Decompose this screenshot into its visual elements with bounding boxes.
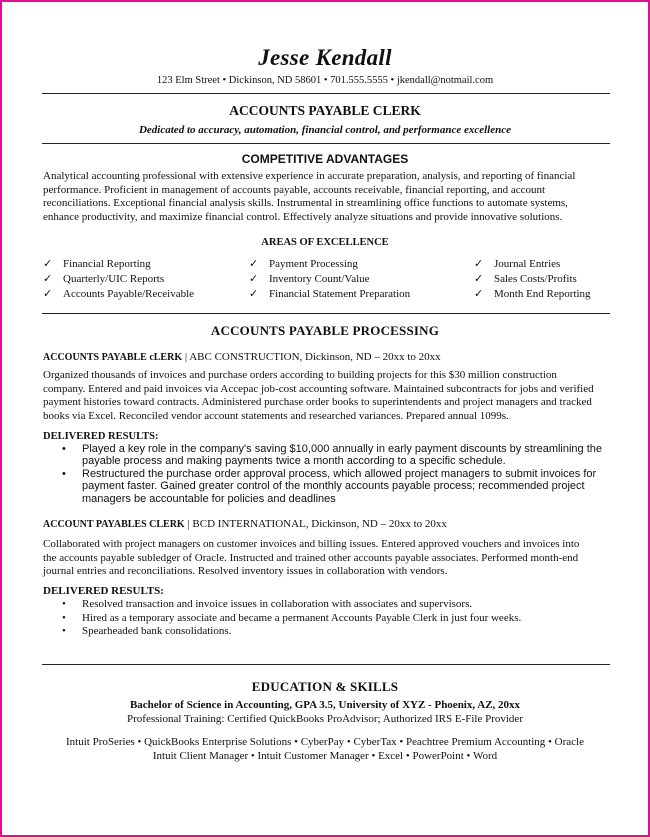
result-item xyxy=(62,468,622,505)
skill-label: Payment Processing xyxy=(269,258,358,270)
result-line: payment faster. Gained greater control of the monthly accounts payable process; recommended project xyxy=(82,480,585,493)
job-2-results xyxy=(62,598,622,639)
skill-item xyxy=(249,287,410,302)
skills-column-1 xyxy=(43,257,194,302)
summary-line: enhance productivity, and maximize financial control. Effectively analyze situations and provide innovative solutions. xyxy=(43,210,563,223)
bullet-icon: • xyxy=(62,443,66,455)
divider xyxy=(42,313,610,314)
result-item xyxy=(62,625,622,639)
training-line: Professional Training: Certified QuickBooks ProAdvisor; Authorized IRS E-File Provider xyxy=(127,713,523,725)
job-1-header xyxy=(43,351,441,363)
tagline: Dedicated to accuracy, automation, financial control, and performance excellence xyxy=(138,124,512,136)
result-line: payable process and making payments twice a month according to a specific schedule. xyxy=(82,455,506,468)
description-line: payment histories toward contracts. Administered purchase order books to superintendents and project managers and tracked xyxy=(43,396,592,409)
skill-label: Financial Statement Preparation xyxy=(269,288,411,300)
job-1-results-label: DELIVERED RESULTS: xyxy=(43,431,159,442)
check-icon: ✓ xyxy=(43,273,53,285)
skill-label: Sales Costs/Profits xyxy=(494,273,577,285)
job-1-details: | ABC CONSTRUCTION, Dickinson, ND – 20xx to 20xx xyxy=(182,351,441,363)
job-2-details: | BCD INTERNATIONAL, Dickinson, ND – 20xx to 20xx xyxy=(184,518,447,530)
software-line-1: Intuit ProSeries • QuickBooks Enterprise Solutions • CyberPay • CyberTax • Peachtree Premium Accounting • Oracle xyxy=(66,736,584,748)
skills-column-3 xyxy=(474,257,591,302)
job-title: ACCOUNTS PAYABLE CLERK xyxy=(229,103,421,118)
summary-line: Analytical accounting professional with extensive experience in accurate preparation, analysis, and reporting of financial xyxy=(43,170,576,182)
result-line: Spearheaded bank consolidations. xyxy=(82,625,232,638)
competitive-heading: COMPETITIVE ADVANTAGES xyxy=(241,152,409,166)
summary-line: reconciliations. Exceptional financial analysis skills. Instrumental in streamlining office functions to automate systems, xyxy=(43,197,568,210)
job-2-header xyxy=(43,518,447,530)
resume-page xyxy=(2,2,648,835)
areas-heading: AREAS OF EXCELLENCE xyxy=(261,237,389,248)
check-icon: ✓ xyxy=(249,288,259,300)
result-line: managers be accountable for policies and deadlines xyxy=(82,492,336,505)
job-1-results xyxy=(62,443,622,505)
skill-item xyxy=(249,272,410,287)
skill-item xyxy=(43,272,194,287)
job-2-results-label: DELIVERED RESULTS: xyxy=(43,585,164,597)
job-1-title: ACCOUNTS PAYABLE cLERK xyxy=(43,352,183,363)
skill-item xyxy=(474,287,591,302)
skill-item xyxy=(43,257,194,272)
bullet-icon: • xyxy=(62,611,66,624)
skill-label: Accounts Payable/Receivable xyxy=(63,288,195,300)
result-item xyxy=(62,612,622,626)
job-2-description xyxy=(43,538,608,579)
skill-item xyxy=(474,257,591,272)
result-line: Played a key role in the company's saving $10,000 annually in early payment discounts by streamlining the xyxy=(82,443,603,455)
skill-item xyxy=(43,287,194,302)
check-icon: ✓ xyxy=(43,258,53,270)
contact-line: 123 Elm Street • Dickinson, ND 58601 • 701.555.5555 • jkendall@notmail.com xyxy=(156,75,494,86)
description-line: Collaborated with project managers on customer invoices and billing issues. Entered approved vouchers and invoices into xyxy=(43,538,580,550)
education-heading: EDUCATION & SKILLS xyxy=(251,679,399,694)
result-line: Restructured the purchase order approval process, which allowed project managers to submit invoices for xyxy=(82,467,597,480)
degree-line: Bachelor of Science in Accounting, GPA 3.5, University of XYZ - Phoenix, AZ, 20xx xyxy=(129,699,521,711)
candidate-name: Jesse Kendall xyxy=(258,45,392,70)
check-icon: ✓ xyxy=(474,273,484,285)
description-line: the accounts payable subledger of Oracle. Instructed and trained other accounts payable associates. Performed month-end xyxy=(43,551,579,564)
result-line: Hired as a temporary associate and became a permanent Accounts Payable Clerk in just four weeks. xyxy=(82,611,522,624)
description-line: books via Excel. Reconciled vendor account statements and researched variances. Prepared annual 1099s. xyxy=(43,409,509,422)
skill-label: Financial Reporting xyxy=(63,258,151,270)
skill-label: Journal Entries xyxy=(494,258,561,270)
skill-item xyxy=(474,272,591,287)
divider xyxy=(42,664,610,665)
bullet-icon: • xyxy=(62,625,66,638)
result-item xyxy=(62,443,622,468)
summary-paragraph xyxy=(43,170,608,224)
summary-line: performance. Proficient in management of accounts payable, accounts receivable, financial reporting, and account xyxy=(43,183,546,196)
check-icon: ✓ xyxy=(474,288,484,300)
skill-label: Month End Reporting xyxy=(494,288,591,300)
check-icon: ✓ xyxy=(249,258,259,270)
job-1-description xyxy=(43,369,608,423)
description-line: Organized thousands of invoices and purchase orders according to building projects for this $30 million construction xyxy=(43,369,557,381)
result-item xyxy=(62,598,622,612)
skill-item xyxy=(249,257,410,272)
software-line-2: Intuit Client Manager • Intuit Customer Manager • Excel • PowerPoint • Word xyxy=(152,750,498,762)
result-line: Resolved transaction and invoice issues in collaboration with associates and supervisors. xyxy=(82,598,473,610)
check-icon: ✓ xyxy=(474,258,484,270)
divider xyxy=(42,143,610,144)
processing-heading: ACCOUNTS PAYABLE PROCESSING xyxy=(210,323,440,338)
description-line: company. Entered and paid invoices via Accepac job-cost accounting software. Maintained subcontracts for jobs and verified xyxy=(43,382,594,395)
bullet-icon: • xyxy=(62,467,66,480)
skills-column-2 xyxy=(249,257,410,302)
job-2-title: ACCOUNT PAYABLES CLERK xyxy=(43,519,185,530)
check-icon: ✓ xyxy=(249,273,259,285)
check-icon: ✓ xyxy=(43,288,53,300)
description-line: journal entries and reconciliations. Resolved inventory issues in collaboration with vendors. xyxy=(43,565,448,578)
divider xyxy=(42,93,610,94)
skill-label: Inventory Count/Value xyxy=(269,273,370,285)
bullet-icon: • xyxy=(62,598,66,610)
skill-label: Quarterly/UIC Reports xyxy=(63,273,165,285)
